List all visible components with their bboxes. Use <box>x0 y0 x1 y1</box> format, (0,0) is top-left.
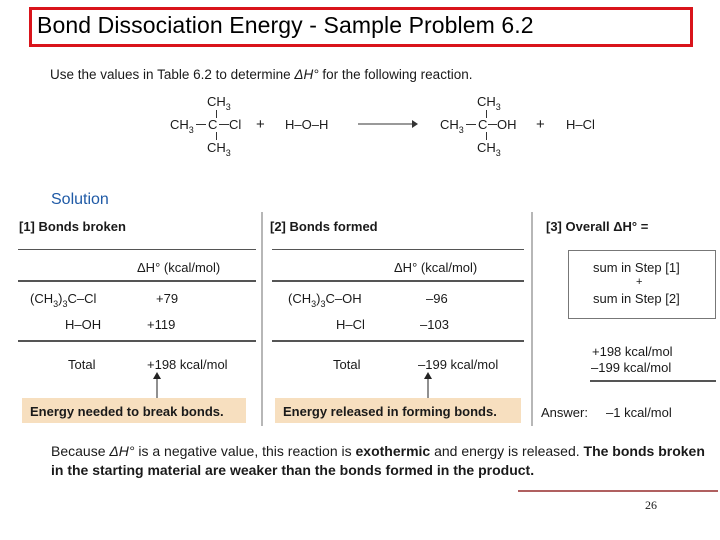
step1-bond-1: $(CH_3)_3C-Cl$ <box>30 291 97 309</box>
step2-note: Energy released in forming bonds. <box>275 398 521 423</box>
step2-rule-header <box>272 280 524 282</box>
step3-sum-line-1: +198 kcal/mol <box>592 344 673 359</box>
reactant-bond-left <box>196 124 206 125</box>
step2-total-value: –199 kcal/mol <box>418 357 499 372</box>
step1-up-arrow <box>152 372 162 399</box>
reaction-arrow <box>358 118 418 130</box>
step2-value-1: –96 <box>426 291 448 306</box>
hcl-molecule: H–Cl <box>566 117 595 132</box>
step2-value-2: –103 <box>420 317 449 332</box>
product-left-methyl: $CH_3$ <box>440 117 464 135</box>
page-number: 26 <box>645 498 657 512</box>
conclusion-part-d: The bonds broken in the starting material are weaker than the bonds formed in the product. <box>51 443 705 478</box>
conclusion-exothermic: exothermic <box>355 443 431 459</box>
step1-value-2: +119 <box>147 317 176 332</box>
solution-heading: Solution <box>51 191 109 208</box>
reaction-plus-2: + <box>536 116 545 133</box>
step3-sum-rule <box>590 380 716 382</box>
product-bottom-methyl: $CH_3$ <box>477 140 501 158</box>
reactant-chlorine: Cl <box>229 117 242 132</box>
reactant-bottom-methyl: $CH_3$ <box>207 140 231 158</box>
product-bond-bottom <box>486 132 487 140</box>
step2-total-label: Total <box>333 357 361 372</box>
reactant-bond-right <box>219 124 229 125</box>
slide-title: Bond Dissociation Energy - Sample Problem 6.2 <box>37 12 534 38</box>
reactant-top-methyl: $CH_3$ <box>207 94 231 112</box>
prompt-text-b: for the following reaction. <box>318 67 473 82</box>
product-hydroxyl: OH <box>497 117 517 132</box>
step3-box-plus: + <box>636 276 643 288</box>
reaction-plus-1: + <box>256 116 265 133</box>
step1-header: [1] Bonds broken <box>19 219 126 234</box>
problem-prompt <box>50 67 472 82</box>
step3-answer-value: –1 kcal/mol <box>606 405 672 420</box>
step2-header: [2] Bonds formed <box>270 219 378 234</box>
step2-rule-top <box>272 249 524 250</box>
product-central-carbon: C <box>478 117 488 132</box>
step1-value-1: +79 <box>156 291 179 306</box>
step3-answer-label: Answer: <box>541 405 588 420</box>
conclusion-delta-h: ΔH° <box>109 443 135 459</box>
step1-total-label: Total <box>68 357 96 372</box>
conclusion-part-a: Because <box>51 443 110 459</box>
product-top-methyl: $CH_3$ <box>477 94 501 112</box>
column-separator-2 <box>531 212 533 426</box>
step1-total-value: +198 kcal/mol <box>147 357 228 372</box>
reactant-left-methyl: $CH_3$ <box>170 117 194 135</box>
column-separator-1 <box>261 212 263 426</box>
step2-up-arrow <box>423 372 433 399</box>
step2-rule-total <box>272 340 524 342</box>
step2-bond-1: $(CH_3)_3C-OH$ <box>288 291 362 309</box>
step2-bond-2: H–Cl <box>336 317 365 332</box>
step3-sum-line-2: –199 kcal/mol <box>591 360 672 375</box>
step3-box-line-2: sum in Step [2] <box>593 291 680 306</box>
conclusion-part-c: and energy is released. <box>430 443 584 459</box>
step1-bond-2: H–OH <box>65 317 102 332</box>
water-molecule: H–O–H <box>285 117 329 132</box>
product-bond-left <box>466 124 476 125</box>
step1-column-header: ΔH° (kcal/mol) <box>137 260 221 275</box>
product-bond-right <box>488 124 497 125</box>
conclusion-part-b: is a negative value, this reaction is <box>134 443 356 459</box>
step1-rule-header <box>18 280 256 282</box>
step1-rule-top <box>18 249 256 250</box>
reactant-bond-bottom <box>216 132 217 140</box>
conclusion-text <box>51 442 711 480</box>
footer-rule <box>518 490 718 492</box>
step2-column-header: ΔH° (kcal/mol) <box>394 260 478 275</box>
step3-header: [3] Overall ΔH° = <box>546 219 649 234</box>
prompt-delta-h: ΔH° <box>294 67 319 82</box>
reactant-central-carbon: C <box>208 117 218 132</box>
step1-note: Energy needed to break bonds. <box>22 398 246 423</box>
prompt-text-a: Use the values in Table 6.2 to determine <box>50 67 295 82</box>
step1-rule-total <box>18 340 256 342</box>
step3-box-line-1: sum in Step [1] <box>593 260 680 275</box>
